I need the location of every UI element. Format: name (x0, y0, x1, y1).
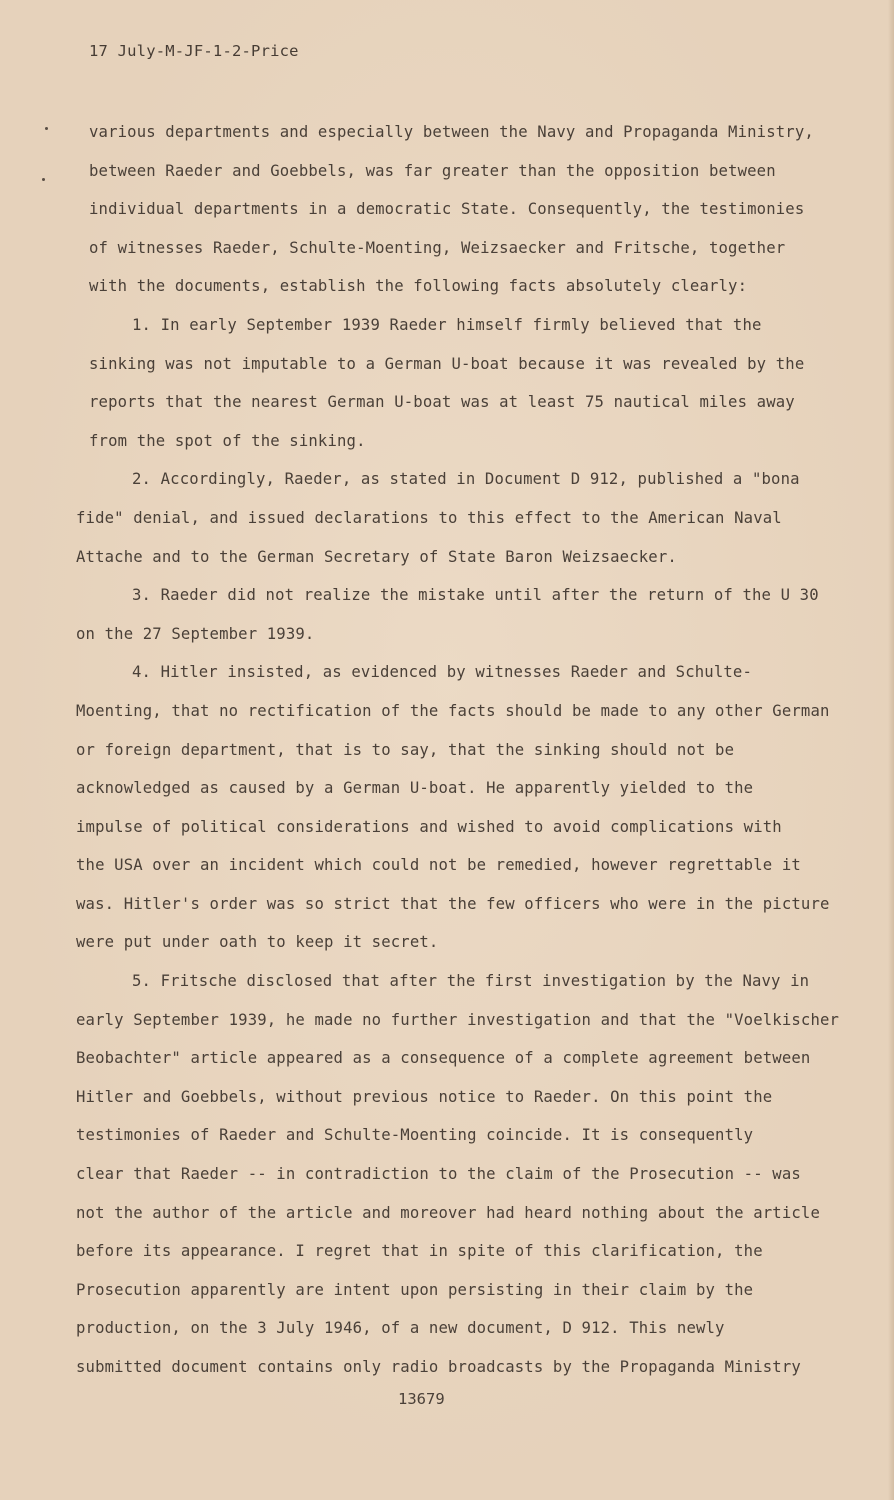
text-line: Moenting, that no rectification of the facts should be made to any other German (76, 701, 830, 720)
text-line: early September 1939, he made no further investigation and that the "Voelkischer (76, 1010, 840, 1029)
paragraph-2-start: 2. Accordingly, Raeder, as stated in Document D 912, published a "bona (132, 470, 800, 489)
page-number: 13679 (398, 1390, 445, 1408)
text-line: testimonies of Raeder and Schulte-Moenting coincide. It is consequently (76, 1126, 754, 1145)
text-line: various departments and especially between the Navy and Propaganda Ministry, (89, 123, 814, 141)
text-line: Beobachter" article appeared as a consequence of a complete agreement between (76, 1049, 811, 1068)
text-line: on the 27 September 1939. (76, 624, 315, 643)
text-line: were put under oath to keep it secret. (76, 933, 439, 952)
text-line: impulse of political considerations and wished to avoid complications with (76, 817, 782, 836)
text-line: fide" denial, and issued declarations to this effect to the American Naval (76, 508, 782, 527)
body-text (62, 113, 894, 1403)
text-line: was. Hitler's order was so strict that the few officers who were in the picture (76, 894, 830, 913)
text-line: with the documents, establish the following facts absolutely clearly: (89, 277, 748, 296)
paragraph-4-start: 4. Hitler insisted, as evidenced by witnesses Raeder and Schulte- (132, 663, 752, 682)
text-line: production, on the 3 July 1946, of a new document, D 912. This newly (76, 1319, 725, 1338)
text-line: submitted document contains only radio broadcasts by the Propaganda Ministry (76, 1358, 801, 1376)
text-line: of witnesses Raeder, Schulte-Moenting, Weizsaecker and Fritsche, together (89, 238, 786, 257)
text-line: reports that the nearest German U-boat was at least 75 nautical miles away (89, 393, 795, 412)
paragraph-5-start: 5. Fritsche disclosed that after the first investigation by the Navy in (132, 972, 810, 991)
margin-dot (42, 178, 45, 181)
text-line: clear that Raeder -- in contradiction to the claim of the Prosecution -- was (76, 1165, 801, 1184)
paragraph-1-start: 1. In early September 1939 Raeder himself firmly believed that the (132, 315, 762, 334)
text-line: Prosecution apparently are intent upon persisting in their claim by the (76, 1280, 754, 1299)
paragraph-3-start: 3. Raeder did not realize the mistake until after the return of the U 30 (132, 586, 819, 605)
text-line: sinking was not imputable to a German U-boat because it was revealed by the (89, 354, 805, 373)
text-line: before its appearance. I regret that in spite of this clarification, the (76, 1242, 763, 1261)
text-line: not the author of the article and moreover had heard nothing about the article (76, 1203, 820, 1222)
text-line: from the spot of the sinking. (89, 431, 366, 450)
page-header: 17 July-M-JF-1-2-Price (89, 42, 299, 60)
text-line: between Raeder and Goebbels, was far greater than the opposition between (89, 161, 776, 180)
text-line: or foreign department, that is to say, that the sinking should not be (76, 740, 735, 759)
text-line: acknowledged as caused by a German U-boat. He apparently yielded to the (76, 779, 754, 798)
text-line: Hitler and Goebbels, without previous notice to Raeder. On this point the (76, 1087, 773, 1106)
text-line: the USA over an incident which could not be remedied, however regrettable it (76, 856, 801, 875)
text-line: individual departments in a democratic State. Consequently, the testimonies (89, 200, 805, 219)
text-line: Attache and to the German Secretary of State Baron Weizsaecker. (76, 547, 677, 566)
margin-dot (45, 127, 48, 130)
